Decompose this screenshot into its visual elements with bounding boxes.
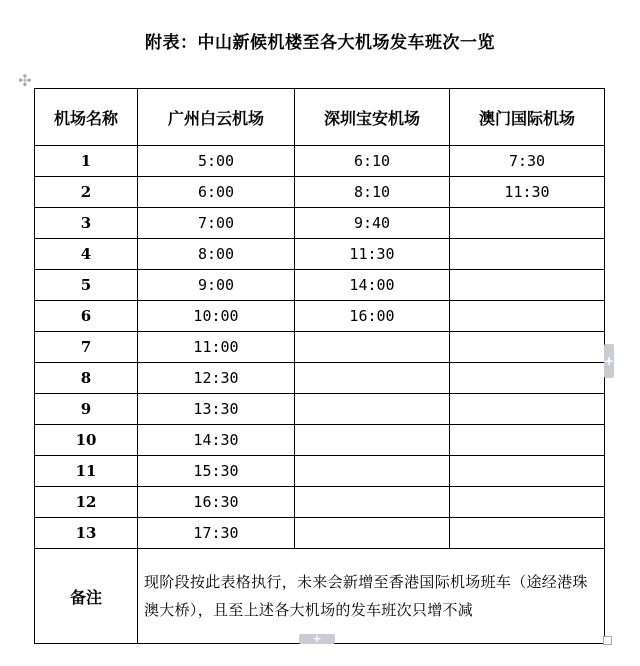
table-row [35,239,605,270]
table-row [35,301,605,332]
macau-time [450,363,605,394]
shenzhen-time: 9:40 [295,208,450,239]
shenzhen-time [295,425,450,456]
guangzhou-time: 12:30 [138,363,295,394]
table-row [35,270,605,301]
table-row [35,394,605,425]
shenzhen-time [295,332,450,363]
note-label: 备注 [35,549,138,644]
guangzhou-time: 16:30 [138,487,295,518]
add-row-plus-icon[interactable]: + [299,634,335,644]
guangzhou-time: 14:30 [138,425,295,456]
row-index: 2 [35,177,138,208]
macau-time: 11:30 [450,177,605,208]
table-row [35,332,605,363]
row-index: 1 [35,146,138,177]
row-index: 7 [35,332,138,363]
table-row [35,146,605,177]
macau-time [450,518,605,549]
row-index: 5 [35,270,138,301]
shenzhen-time: 11:30 [295,239,450,270]
guangzhou-time: 8:00 [138,239,295,270]
shenzhen-time: 14:00 [295,270,450,301]
macau-time [450,208,605,239]
shenzhen-time [295,456,450,487]
row-index: 8 [35,363,138,394]
table-row [35,177,605,208]
shenzhen-time: 6:10 [295,146,450,177]
row-index: 13 [35,518,138,549]
shenzhen-time [295,394,450,425]
table-row [35,363,605,394]
macau-time [450,270,605,301]
page-title: 附表：中山新候机楼至各大机场发车班次一览 [145,33,495,53]
add-column-plus-icon[interactable]: + [604,344,614,378]
table-resize-corner-icon[interactable] [603,636,612,645]
table-row [35,425,605,456]
row-index: 10 [35,425,138,456]
header-shenzhen: 深圳宝安机场 [295,89,450,146]
guangzhou-time: 5:00 [138,146,295,177]
guangzhou-time: 7:00 [138,208,295,239]
guangzhou-time: 6:00 [138,177,295,208]
guangzhou-time: 11:00 [138,332,295,363]
shenzhen-time: 16:00 [295,301,450,332]
guangzhou-time: 13:30 [138,394,295,425]
guangzhou-time: 17:30 [138,518,295,549]
macau-time [450,332,605,363]
macau-time [450,456,605,487]
table-move-handle-icon[interactable]: ✣ [18,71,32,90]
header-macau: 澳门国际机场 [450,89,605,146]
schedule-table [34,88,605,644]
table-row [35,456,605,487]
guangzhou-time: 10:00 [138,301,295,332]
row-index: 9 [35,394,138,425]
macau-time [450,301,605,332]
macau-time [450,394,605,425]
row-index: 3 [35,208,138,239]
row-index: 11 [35,456,138,487]
macau-time [450,239,605,270]
header-guangzhou: 广州白云机场 [138,89,295,146]
shenzhen-time [295,363,450,394]
table-row [35,487,605,518]
row-index: 4 [35,239,138,270]
shenzhen-time [295,518,450,549]
row-index: 6 [35,301,138,332]
table-header-row [35,89,605,146]
macau-time: 7:30 [450,146,605,177]
macau-time [450,487,605,518]
guangzhou-time: 9:00 [138,270,295,301]
shenzhen-time [295,487,450,518]
header-airport-name: 机场名称 [35,89,138,146]
note-text: 现阶段按此表格执行，未来会新增至香港国际机场班车（途经港珠澳大桥），且至上述各大机场的发车班次只增不减 [138,549,605,644]
macau-time [450,425,605,456]
shenzhen-time: 8:10 [295,177,450,208]
table-row [35,518,605,549]
row-index: 12 [35,487,138,518]
note-row [35,549,605,644]
table-row [35,208,605,239]
guangzhou-time: 15:30 [138,456,295,487]
